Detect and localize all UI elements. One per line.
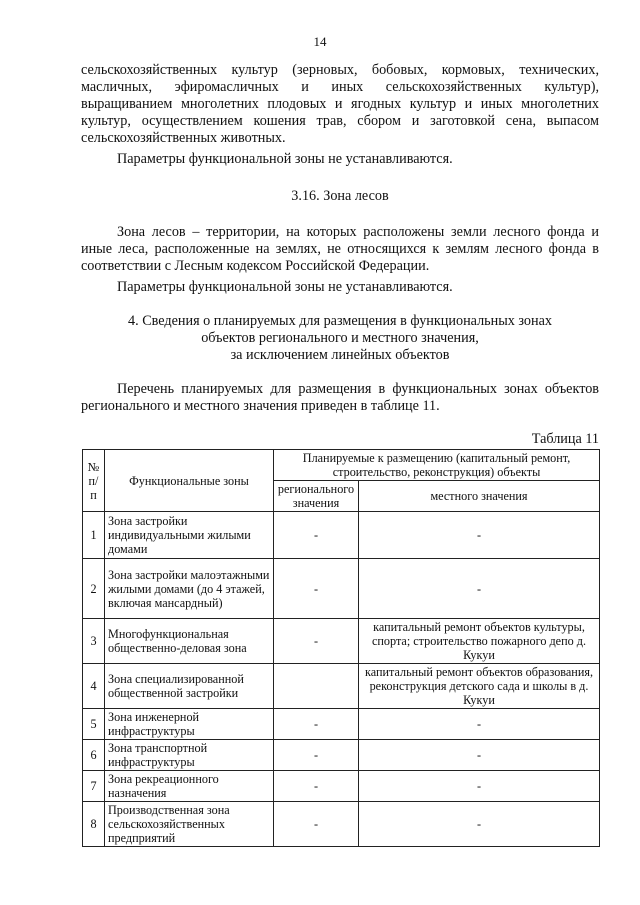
- chapter-heading-line3: за исключением линейных объектов: [230, 347, 450, 363]
- row-zone: Зона застройки малоэтажными жилыми домами (до 4 этажей, включая мансардный): [105, 559, 274, 619]
- paragraph-parameters-1: Параметры функциональной зоны не устанавливаются.: [117, 151, 453, 167]
- row-zone: Зона инженерной инфраструктуры: [105, 709, 274, 740]
- row-zone: Зона рекреационного назначения: [105, 771, 274, 802]
- table-row: [83, 512, 600, 559]
- table-row: [83, 802, 600, 847]
- header-planned: Планируемые к размещению (капитальный ремонт, строительство, реконструкция) объекты: [274, 450, 600, 481]
- row-zone: Зона застройки индивидуальными жилыми домами: [105, 512, 274, 559]
- text-block-forest: [81, 224, 599, 296]
- row-num: 5: [83, 709, 105, 740]
- row-num: 7: [83, 771, 105, 802]
- header-zones: Функциональные зоны: [105, 450, 274, 512]
- header-local: местного значения: [359, 481, 600, 512]
- row-regional: -: [274, 512, 359, 559]
- paragraph-parameters-2: Параметры функциональной зоны не устанавливаются.: [117, 279, 453, 295]
- row-regional: -: [274, 771, 359, 802]
- header-num: № п/п: [83, 450, 105, 512]
- row-local: -: [359, 771, 600, 802]
- chapter-heading: [81, 313, 599, 364]
- chapter-heading-line1: 4. Сведения о планируемых для размещения в функциональных зонах: [128, 313, 552, 329]
- table-row: [83, 619, 600, 664]
- row-local: -: [359, 512, 600, 559]
- row-num: 6: [83, 740, 105, 771]
- paragraph-table-reference: Перечень планируемых для размещения в функциональных зонах объектов регионального и местного значения приведен в таблице 11.: [81, 381, 599, 414]
- table-row: [83, 771, 600, 802]
- row-num: 4: [83, 664, 105, 709]
- row-local: -: [359, 559, 600, 619]
- section-heading-forest: 3.16. Зона лесов: [291, 188, 389, 204]
- zones-table: [82, 449, 600, 847]
- table-row: [83, 664, 600, 709]
- row-zone: Производственная зона сельскохозяйственных предприятий: [105, 802, 274, 847]
- row-local: капитальный ремонт объектов культуры, спорта; строительство пожарного депо д. Кукуи: [359, 619, 600, 664]
- text-block-top: [81, 62, 599, 168]
- row-local: капитальный ремонт объектов образования, реконструкция детского сада и школы в д. Кукуи: [359, 664, 600, 709]
- table-header-row-1: [83, 450, 600, 481]
- table-row: [83, 709, 600, 740]
- chapter-heading-line2: объектов регионального и местного значения,: [201, 330, 479, 346]
- row-num: 2: [83, 559, 105, 619]
- page-number: 14: [313, 34, 327, 49]
- row-local: -: [359, 740, 600, 771]
- row-zone: Зона специализированной общественной застройки: [105, 664, 274, 709]
- paragraph-agriculture: сельскохозяйственных культур (зерновых, бобовых, кормовых, технических, масличных, эфиромасличных и иных сельскохозяйственных культур), выращиванием многолетних плодовых и ягодных культур и иных многолетних культур, осуществлением кошения трав, сбором и заготовкой сена, выпасом сельскохозяйственных животных.: [81, 62, 599, 146]
- row-num: 8: [83, 802, 105, 847]
- text-block-list: [81, 381, 599, 415]
- row-regional: [274, 664, 359, 709]
- row-num: 1: [83, 512, 105, 559]
- table-row: [83, 740, 600, 771]
- row-local: -: [359, 802, 600, 847]
- table-caption: Таблица 11: [531, 431, 599, 447]
- row-regional: -: [274, 709, 359, 740]
- row-zone: Многофункциональная общественно-деловая зона: [105, 619, 274, 664]
- row-zone: Зона транспортной инфраструктуры: [105, 740, 274, 771]
- header-regional: регионального значения: [274, 481, 359, 512]
- row-regional: -: [274, 559, 359, 619]
- row-regional: -: [274, 619, 359, 664]
- row-regional: -: [274, 740, 359, 771]
- row-num: 3: [83, 619, 105, 664]
- row-local: -: [359, 709, 600, 740]
- paragraph-forest: Зона лесов – территории, на которых расположены земли лесного фонда и иные леса, расположенные на землях, не относящихся к землям лесного фонда в соответствии с Лесным кодексом Российской Федерации.: [81, 224, 599, 274]
- table-row: [83, 559, 600, 619]
- row-regional: -: [274, 802, 359, 847]
